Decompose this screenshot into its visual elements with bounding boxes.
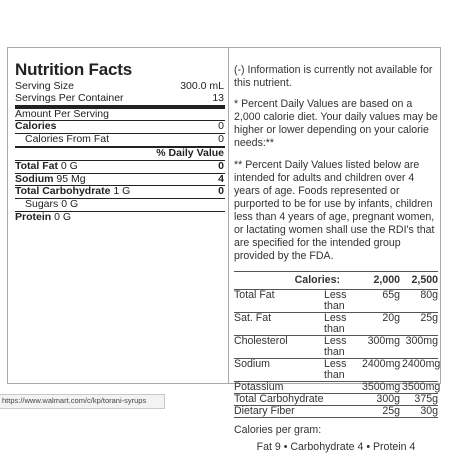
note-percent-daily: * Percent Daily Values are based on a 2,000 calorie diet. Your daily values may be higher or lower depending on your calorie needs:**	[234, 98, 438, 150]
daily-value-table	[234, 271, 441, 418]
table-row	[234, 313, 438, 336]
table-row	[234, 358, 441, 382]
dv-b: 25g	[420, 312, 438, 325]
daily-value-notes	[234, 64, 441, 454]
nutrient-label: Sugars	[25, 198, 59, 211]
table-row	[234, 290, 438, 313]
nutrient-amount: 0 G	[61, 198, 79, 211]
nutrient-amount: 1 G	[113, 185, 131, 198]
nutrient-dv: 4	[218, 172, 224, 185]
dv-a: 300mg	[367, 335, 400, 348]
dv-qual: Less than	[324, 289, 347, 313]
dv-b: 375g	[414, 393, 438, 406]
dv-qual: Less than	[324, 335, 347, 359]
nutrient-row-protein	[15, 212, 225, 224]
dv-qual: Less than	[324, 358, 347, 382]
calories-per-gram	[234, 424, 438, 453]
dv-table-header	[234, 272, 438, 290]
nutrient-label: Sodium	[15, 172, 54, 185]
dv-b: 2400mg	[402, 358, 441, 371]
note-rdi: ** Percent Daily Values listed below are intended for adults and children over 4 years of age. Foods represented or purported to be for use by infants, children less than 4 years of age, pregnant women, or lactating women shall use the RDI's that are specified for the intended group provided by the FDA.	[234, 158, 435, 263]
dv-col-2500: 2,500	[411, 274, 438, 287]
dv-a: 3500mg	[362, 381, 401, 394]
dv-a: 2400mg	[362, 358, 401, 371]
amount-per-serving-label: Amount Per Serving	[15, 107, 109, 120]
dv-name: Sodium	[234, 358, 270, 371]
serving-size-label: Serving Size	[15, 80, 74, 92]
dv-name: Dietary Fiber	[234, 405, 295, 418]
dv-qual: Less than	[324, 312, 347, 336]
calories-from-fat-label: Calories From Fat	[25, 133, 110, 146]
nutrient-amount: 0 G	[54, 210, 72, 223]
calories-label: Calories	[15, 120, 57, 133]
dv-name: Total Fat	[234, 289, 275, 302]
dv-qual	[324, 382, 362, 393]
calories-per-gram-values: Fat 9 • Carbohydrate 4 • Protein 4	[256, 440, 416, 453]
nutrient-dv: 0	[218, 159, 224, 172]
calories-value: 0	[218, 120, 224, 133]
dv-name: Sat. Fat	[234, 312, 272, 325]
dv-calories-label: Calories:	[294, 274, 340, 287]
dv-col-2000: 2,000	[373, 274, 400, 287]
nutrient-label: Protein	[15, 210, 52, 223]
calories-from-fat-value: 0	[218, 133, 224, 146]
dv-name: Potassium	[234, 381, 284, 394]
servings-value: 13	[212, 91, 224, 104]
nutrient-label: Total Carbohydrate	[15, 185, 111, 198]
dv-b: 30g	[420, 405, 438, 418]
calories-per-gram-label: Calories per gram:	[234, 424, 322, 437]
dv-qual	[324, 394, 362, 405]
dv-name: Total Carbohydrate	[234, 393, 324, 406]
nutrition-title: Nutrition Facts	[15, 60, 132, 79]
nutrient-amount: 0 G	[60, 159, 78, 172]
nutrient-label: Total Fat	[15, 159, 58, 172]
dv-a: 20g	[382, 312, 400, 325]
table-row	[234, 406, 438, 418]
serving-size-value: 300.0 mL	[180, 80, 224, 92]
panel-divider	[228, 48, 229, 383]
nutrient-amount: 95 Mg	[56, 172, 86, 185]
status-bar-url: https://www.walmart.com/c/kp/torani-syrups	[0, 394, 165, 409]
servings-label: Servings Per Container	[15, 91, 124, 104]
daily-value-header: % Daily Value	[156, 146, 224, 159]
dv-b: 80g	[420, 289, 438, 302]
nutrient-dv: 0	[218, 185, 224, 198]
dv-a: 300g	[376, 393, 400, 406]
dv-qual	[324, 406, 362, 417]
calories-from-fat-row	[15, 134, 225, 148]
servings-row	[15, 93, 225, 109]
dv-a: 65g	[382, 289, 400, 302]
dv-a: 25g	[382, 405, 400, 418]
dv-b: 300mg	[405, 335, 438, 348]
note-unavailable: (-) Information is currently not available for this nutrient.	[234, 64, 433, 90]
nutrition-facts-label	[15, 58, 225, 224]
dv-b: 3500mg	[402, 381, 441, 394]
table-row	[234, 336, 438, 359]
dv-name: Cholesterol	[234, 335, 288, 348]
